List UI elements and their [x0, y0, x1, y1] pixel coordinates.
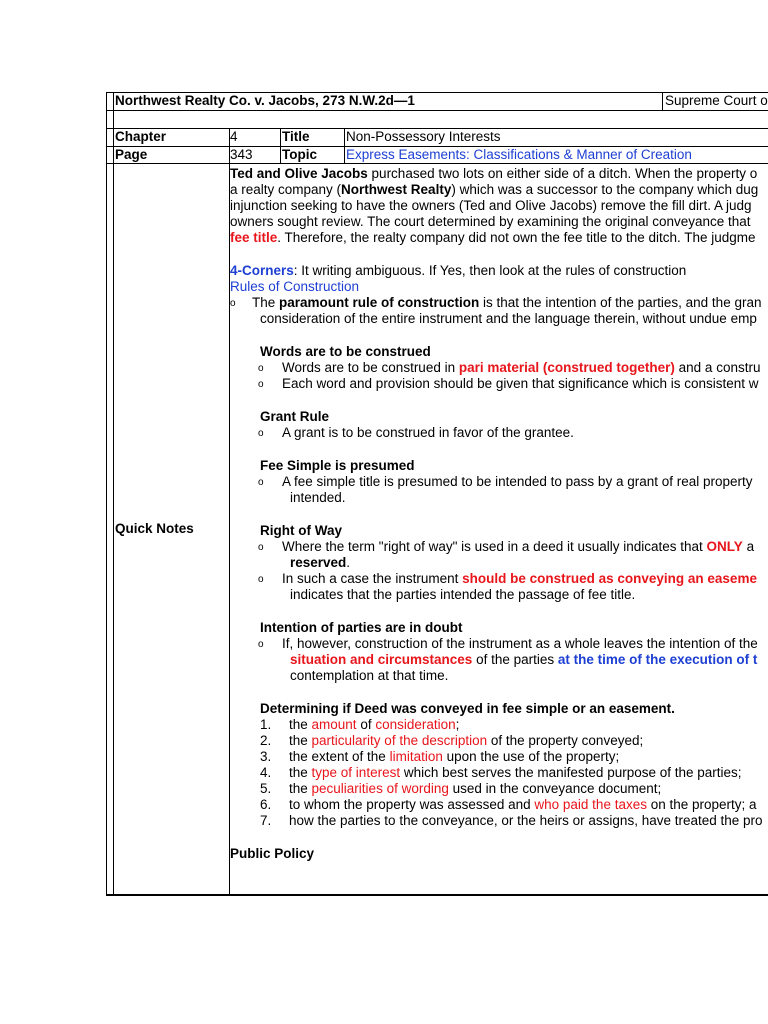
situation-highlight: situation and circumstances — [290, 652, 473, 667]
facts-text: . Therefore, the realty company did not own the fee title to the ditch. The judgme — [277, 230, 756, 245]
deed-factor-item — [230, 813, 768, 829]
intent-heading: Intention of parties are in doubt — [260, 620, 463, 635]
intent-text: of the parties — [472, 652, 558, 667]
paramount-bullet — [230, 295, 768, 311]
deed-factor-item — [230, 781, 768, 797]
rule-title-col — [344, 128, 345, 163]
deed-factor-item — [230, 733, 768, 749]
row-text: . — [346, 555, 351, 570]
row-text: Where the term "right of way" is used in a deed it usually indicates that — [282, 539, 707, 554]
row-bullet-1 — [230, 539, 768, 555]
title-label: Title — [282, 129, 310, 144]
bullet-icon: o — [230, 298, 236, 309]
bullet-icon: o — [258, 379, 264, 390]
case-title: Northwest Realty Co. v. Jacobs, 273 N.W.2d—1 — [115, 93, 415, 108]
facts-line-4: owners sought review. The court determined by examining the original conveyance that — [230, 214, 751, 229]
row-text: a — [742, 539, 755, 554]
grant-text: A grant is to be construed in favor of the grantee. — [282, 425, 574, 440]
pari-material-highlight: pari material (construed together) — [458, 360, 675, 375]
deed-factor-number: 3. — [260, 749, 272, 764]
quick-notes-label: Quick Notes — [115, 521, 194, 536]
row-cont-2: indicates that the parties intended the passage of fee title. — [290, 587, 636, 602]
party-names: Ted and Olive Jacobs — [230, 166, 368, 181]
rule-value-col — [280, 128, 281, 163]
deed-factor-number: 5. — [260, 781, 272, 796]
words-bullet-1 — [230, 360, 768, 376]
deed-factor-text: the type of interest which best serves the manifested purpose of the parties; — [289, 765, 742, 780]
deed-heading: Determining if Deed was conveyed in fee simple or an easement. — [260, 701, 675, 716]
words-heading: Words are to be construed — [260, 344, 431, 359]
court-name: Supreme Court o — [665, 93, 768, 108]
facts-line-2 — [230, 182, 768, 198]
facts-line-3: injunction seeking to have the owners (Ted and Olive Jacobs) remove the fill dirt. A judg — [230, 198, 752, 213]
notes-body — [230, 166, 768, 862]
rule-header-bottom — [106, 110, 768, 111]
intent-cont-1 — [230, 652, 768, 668]
rule-bottom — [106, 894, 768, 896]
facts-line-5 — [230, 230, 768, 246]
row-bullet-2 — [230, 571, 768, 587]
deed-factor-text: the amount of consideration; — [289, 717, 460, 732]
rule-left — [106, 92, 107, 896]
topic-value: Express Easements: Classifications & Manner of Creation — [346, 147, 692, 162]
fee-cont: intended. — [290, 490, 346, 505]
title-value: Non-Possessory Interests — [346, 129, 501, 144]
chapter-label: Chapter — [115, 129, 167, 144]
rule-page-bottom — [106, 163, 768, 164]
only-highlight: ONLY — [706, 539, 743, 554]
deed-factor-item — [230, 717, 768, 733]
deed-factor-number: 2. — [260, 733, 272, 748]
deed-factor-list — [230, 717, 768, 829]
page-value: 343 — [230, 147, 253, 162]
easement-highlight: should be construed as conveying an easeme — [462, 571, 757, 586]
grant-heading: Grant Rule — [260, 409, 330, 424]
words-bullet-2 — [230, 376, 768, 392]
row-text: In such a case the instrument — [282, 571, 463, 586]
page-label: Page — [115, 147, 148, 162]
deed-factor-item — [230, 797, 768, 813]
facts-text: purchased two lots on either side of a ditch. When the property o — [367, 166, 758, 181]
plaintiff-name: Northwest Realty — [341, 182, 452, 197]
rule-left-inner — [113, 92, 114, 896]
bullet-icon: o — [258, 428, 264, 439]
execution-time-highlight: at the time of the execution of t — [557, 652, 758, 667]
intent-bullet — [230, 636, 768, 652]
public-policy-heading: Public Policy — [230, 846, 315, 861]
four-corners-label: 4-Corners — [230, 263, 294, 278]
deed-factor-text: the extent of the limitation upon the use of the property; — [289, 749, 620, 764]
bullet-icon: o — [258, 574, 264, 585]
deed-factor-number: 7. — [260, 813, 272, 828]
bullet-icon: o — [258, 639, 264, 650]
fee-bullet — [230, 474, 768, 490]
bullet-icon: o — [258, 477, 264, 488]
paramount-text: is that the intention of the parties, and the gran — [479, 295, 762, 310]
bullet-icon: o — [258, 542, 264, 553]
facts-text: ) which was a successor to the company which dug — [451, 182, 759, 197]
row-cont — [230, 555, 768, 571]
intent-text: If, however, construction of the instrument as a whole leaves the intention of the — [282, 636, 758, 651]
facts-line-1 — [230, 166, 768, 182]
deed-factor-text: the peculiarities of wording used in the conveyance document; — [289, 781, 662, 796]
paramount-text: The — [252, 295, 280, 310]
deed-factor-number: 1. — [260, 717, 272, 732]
facts-text: a realty company ( — [230, 182, 342, 197]
words-text: Words are to be construed in — [282, 360, 459, 375]
four-corners-text: : It writing ambiguous. If Yes, then look at the rules of construction — [293, 263, 687, 278]
deed-factor-number: 4. — [260, 765, 272, 780]
chapter-value: 4 — [230, 129, 238, 144]
bullet-icon: o — [258, 363, 264, 374]
topic-label: Topic — [282, 147, 317, 162]
deed-factor-number: 6. — [260, 797, 272, 812]
rules-heading: Rules of Construction — [230, 279, 360, 294]
reserved-text: reserved — [290, 555, 347, 570]
fee-heading: Fee Simple is presumed — [260, 458, 415, 473]
words-text: and a constru — [674, 360, 761, 375]
deed-factor-text: the particularity of the description of the property conveyed; — [289, 733, 644, 748]
deed-factor-text: how the parties to the conveyance, or the heirs or assigns, have treated the pro — [289, 813, 763, 828]
intent-cont-2: contemplation at that time. — [290, 668, 449, 683]
paramount-rule: paramount rule of construction — [279, 295, 480, 310]
rule-court-col — [662, 92, 663, 110]
paramount-cont: consideration of the entire instrument and the language therein, without undue emp — [260, 311, 757, 326]
case-brief-sheet — [106, 92, 768, 898]
words-text: Each word and provision should be given that significance which is consistent w — [282, 376, 759, 391]
fee-title-highlight: fee title — [230, 230, 278, 245]
deed-factor-item — [230, 765, 768, 781]
fee-text: A fee simple title is presumed to be intended to pass by a grant of real property — [282, 474, 753, 489]
four-corners-line — [230, 263, 768, 279]
deed-factor-text: to whom the property was assessed and who paid the taxes on the property; a — [289, 797, 757, 812]
grant-bullet — [230, 425, 768, 441]
row-heading: Right of Way — [260, 523, 342, 538]
deed-factor-item — [230, 749, 768, 765]
